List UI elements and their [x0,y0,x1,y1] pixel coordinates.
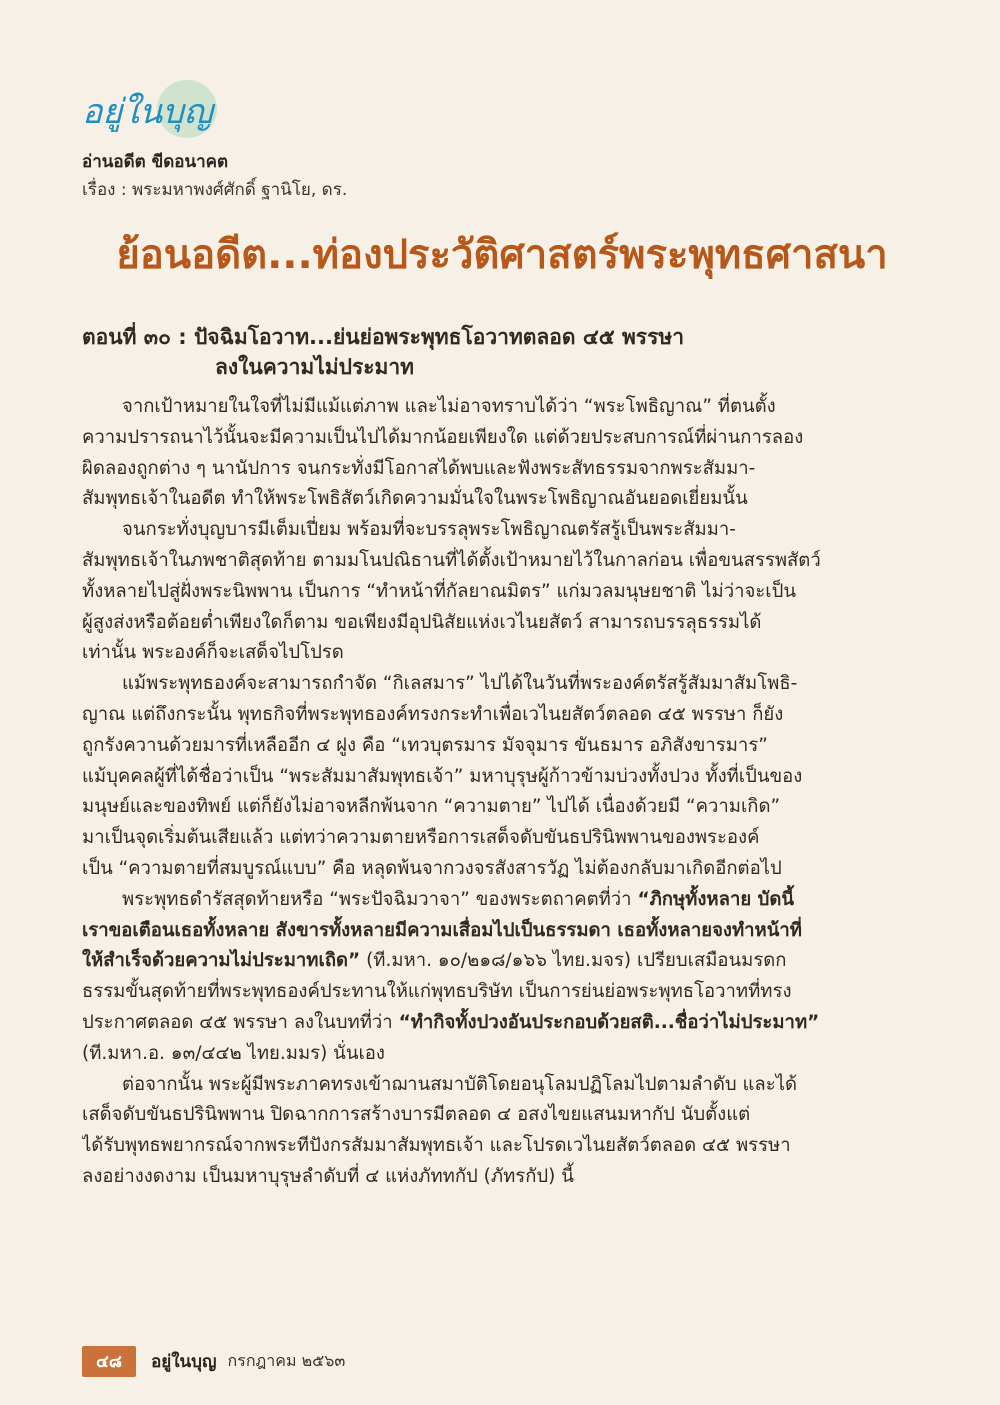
author-byline: เรื่อง : พระมหาพงศ์ศักดิ์ ฐานิโย, ดร. [82,180,348,200]
paragraph-2-line: จนกระทั่งบุญบารมีเต็มเปี่ยม พร้อมที่จะบรรลุพระโพธิญาณตรัสรู้เป็นพระสัมมา- [122,519,736,541]
page-footer [82,1346,345,1374]
paragraph-5-line: เสด็จดับขันธปรินิพพาน ปิดฉากการสร้างบารมีตลอด ๔ อสงไขยแสนมหากัป นับตั้งแต่ [82,1104,751,1126]
episode-heading [82,322,684,382]
paragraph-5-line: ต่อจากนั้น พระผู้มีพระภาคทรงเข้าฌานสมาบัติโดยอนุโลมปฏิโลมไปตามลำดับ และได้ [122,1073,798,1095]
final-words-quote-end: ให้สำเร็จด้วยความไม่ประมาทเถิด” [82,950,361,972]
paragraph-1-line: สัมพุทธเจ้าในอดีต ทำให้พระโพธิสัตว์เกิดความมั่นใจในพระโพธิญาณอันยอดเยี่ยมนั้น [82,488,748,510]
paragraph-4-line: (ที.มหา.อ. ๑๓/๔๔๒ ไทย.มมร) นั่นเอง [82,1042,385,1064]
paragraph-2-line: สัมพุทธเจ้าในภพชาติสุดท้าย ตามมโนปณิธานที่ได้ตั้งเป้าหมายไว้ในกาลก่อน เพื่อขนสรรพสัตว์ [82,549,821,571]
quote-intro: พระพุทธดำรัสสุดท้ายหรือ “พระปัจฉิมวาจา” ของพระตถาคตที่ว่า [122,888,638,910]
paragraph-2-line: ผู้สูงส่งหรือต้อยต่ำเพียงใดก็ตาม ขอเพียงมีอุปนิสัยแห่งเวไนยสัตว์ สามารถบรรลุธรรมได้ [82,611,762,633]
paragraph-3-line: แม้บุคคลผู้ที่ได้ชื่อว่าเป็น “พระสัมมาสัมพุทธเจ้า” มหาบุรุษผู้ก้าวข้ามบ่วงทั้งปวง ทั้งที่เป็นของ [82,765,803,787]
footer-issue-date: กรกฎาคม ๒๕๖๓ [227,1351,346,1370]
summary-quote: “ทำกิจทั้งปวงอันประกอบด้วยสติ...ชื่อว่าไม่ประมาท” [398,1011,820,1033]
paragraph-3-line: ญาณ แต่ถึงกระนั้น พุทธกิจที่พระพุทธองค์ทรงกระทำเพื่อเวไนยสัตว์ตลอด ๔๕ พรรษา ก็ยัง [82,703,784,725]
citation-text: (ที.มหา. ๑๐/๒๑๘/๑๖๖ ไทย.มจร) เปรียบเสมือนมรดก [360,950,787,972]
paragraph-5-line: ลงอย่างงดงาม เป็นมหาบุรุษลำดับที่ ๔ แห่งภัททกัป (ภัทรกัป) นี้ [82,1165,574,1187]
paragraph-3-line: เป็น “ความตายที่สมบูรณ์แบบ” คือ หลุดพ้นจากวงจรสังสารวัฏ ไม่ต้องกลับมาเกิดอีกต่อไป [82,857,782,879]
paragraph-3-line: ถูกรังควานด้วยมารที่เหลืออีก ๔ ฝูง คือ “เทวบุตรมาร มัจจุมาร ขันธมาร อภิสังขารมาร” [82,734,768,756]
footer-magazine-name: อยู่ในบุญ [151,1352,217,1372]
final-words-quote: เราขอเตือนเธอทั้งหลาย สังขารทั้งหลายมีความเสื่อมไปเป็นธรรมดา เธอทั้งหลายจงทำหน้าที่ [82,919,802,941]
paragraph-5-line: ได้รับพุทธพยากรณ์จากพระทีปังกรสัมมาสัมพุทธเจ้า และโปรดเวไนยสัตว์ตลอด ๔๕ พรรษา [82,1135,791,1157]
paragraph-1-line: จากเป้าหมายในใจที่ไม่มีแม้แต่ภาพ และไม่อาจทราบได้ว่า “พระโพธิญาณ” ที่ตนตั้ง [122,396,776,417]
episode-line-2: ลงในความไม่ประมาท [215,355,414,379]
final-words-quote-start: “ภิกษุทั้งหลาย บัดนี้ [637,888,795,910]
paragraph-4-line: ธรรมขั้นสุดท้ายที่พระพุทธองค์ประทานให้แก่พุทธบริษัท เป็นการย่นย่อพระพุทธโอวาทที่ทรง [82,981,792,1003]
episode-line-1: ตอนที่ ๓๐ : ปัจฉิมโอวาท...ย่นย่อพระพุทธโอวาทตลอด ๔๕ พรรษา [82,325,684,349]
paragraph-1-line: ผิดลองถูกต่าง ๆ นานัปการ จนกระทั่งมีโอกาสได้พบและฟังพระสัทธรรมจากพระสัมมา- [82,457,756,479]
paragraph-2-line: เท่านั้น พระองค์ก็จะเสด็จไปโปรด [82,642,344,664]
summary-intro: ประกาศตลอด ๔๕ พรรษา ลงในบทที่ว่า [82,1011,399,1033]
paragraph-2-line: ทั้งหลายไปสู่ฝั่งพระนิพพาน เป็นการ “ทำหน้าที่กัลยาณมิตร” แก่มวลมนุษยชาติ ไม่ว่าจะเป็น [82,580,796,602]
paragraph-3-line: แม้พระพุทธองค์จะสามารถกำจัด “กิเลสมาร” ไปได้ในวันที่พระองค์ตรัสรู้สัมมาสัมโพธิ- [122,673,798,695]
paragraph-1-line: ความปรารถนาไว้นั้นจะมีความเป็นไปได้มากน้อยเพียงใด แต่ด้วยประสบการณ์ที่ผ่านการลอง [82,426,804,448]
magazine-logo [82,78,242,148]
page-number: ๔๘ [82,1346,136,1377]
paragraph-4-line [82,1008,892,1039]
column-name: อ่านอดีต ขีดอนาคต [82,152,229,172]
article-body [82,392,892,1193]
paragraph-3-line: มาเป็นจุดเริ่มต้นเสียแล้ว แต่ทว่าความตายหรือการเสด็จดับขันธปรินิพพานของพระองค์ [82,827,760,849]
logo-text: อยู่ในบุญ [82,92,213,132]
paragraph-3-line: มนุษย์และของทิพย์ แต่ก็ยังไม่อาจหลีกพ้นจาก “ความตาย” ไปได้ เนื่องด้วยมี “ความเกิด” [82,796,781,818]
paragraph-4-line [82,885,892,916]
paragraph-4-line [82,946,892,977]
article-title: ย้อนอดีต...ท่องประวัติศาสตร์พระพุทธศาสนา [116,232,888,278]
